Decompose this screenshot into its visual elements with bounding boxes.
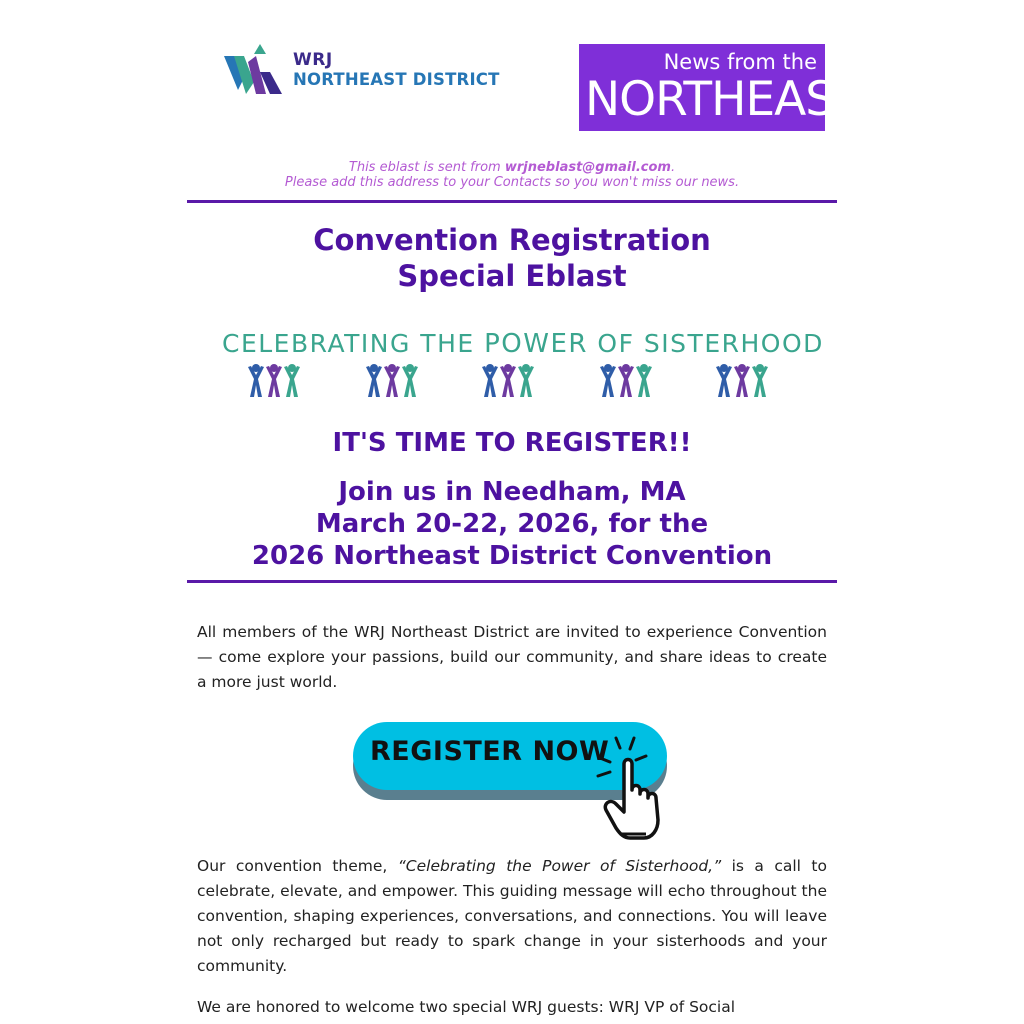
wrj-logo[interactable]: [224, 42, 534, 100]
figure-group-5: [716, 364, 768, 397]
register-heading: IT'S TIME TO REGISTER!!: [332, 428, 692, 458]
guests-paragraph: We are honored to welcome two special WRJ guests: WRJ VP of Social: [197, 998, 736, 1016]
banner-text-power: POWER: [484, 329, 588, 359]
convention-details: [187, 476, 837, 572]
people-figures-icon: [222, 363, 802, 407]
banner-text-after: OF SISTERHOOD: [587, 329, 824, 358]
masthead-line2: NORTHEAST: [585, 72, 862, 127]
divider-top: [187, 200, 837, 203]
join-line2: March 20-22, 2026, for the: [315, 509, 709, 539]
title-line1: Convention Registration: [313, 223, 711, 257]
figure-group-2: [366, 364, 418, 397]
banner-text-before: CELEBRATING THE: [222, 329, 485, 358]
join-line3: 2026 Northeast District Convention: [251, 541, 773, 571]
join-line1: Join us in Needham, MA: [338, 477, 686, 507]
masthead-line1: News from the: [663, 50, 817, 74]
newsletter-masthead[interactable]: [579, 44, 862, 131]
figure-group-4: [600, 364, 652, 397]
pointing-hand-icon: [594, 734, 678, 842]
theme-before: Our convention theme,: [197, 857, 398, 875]
sender-email-link[interactable]: wrjneblast@gmail.com: [504, 160, 671, 175]
figure-group-3: [482, 364, 534, 397]
sisterhood-banner: [222, 329, 824, 405]
notice-suffix: .: [670, 160, 676, 175]
sender-notice: [187, 160, 837, 190]
wrj-logo-mark-icon: [224, 42, 288, 98]
register-now-button[interactable]: [352, 720, 682, 842]
logo-org-name: WRJ: [293, 50, 333, 70]
notice-prefix: This eblast is sent from: [348, 160, 505, 175]
theme-after: is a call to celebrate, elevate, and empower. This guiding message will echo throughout the convention, shaping experiences, conversations, and connections. You will leave not only recharged but ready to spark change in your sisterhoods and your community.: [197, 857, 827, 975]
page-title: [187, 222, 837, 294]
theme-quote: “Celebrating the Power of Sisterhood,”: [397, 857, 722, 875]
figure-group-1: [248, 364, 300, 397]
register-now-label: REGISTER NOW: [370, 736, 610, 767]
logo-district-name: NORTHEAST DISTRICT: [293, 70, 500, 89]
divider-middle: [187, 580, 837, 583]
intro-paragraph: All members of the WRJ Northeast District are invited to experience Convention — come explore your passions, build our community, and share ideas to create a more just world.: [197, 623, 827, 691]
banner-text: [222, 329, 824, 359]
theme-paragraph: [197, 854, 827, 979]
notice-line2: Please add this address to your Contacts so you won't miss our news.: [284, 175, 740, 190]
title-line2: Special Eblast: [397, 259, 627, 293]
